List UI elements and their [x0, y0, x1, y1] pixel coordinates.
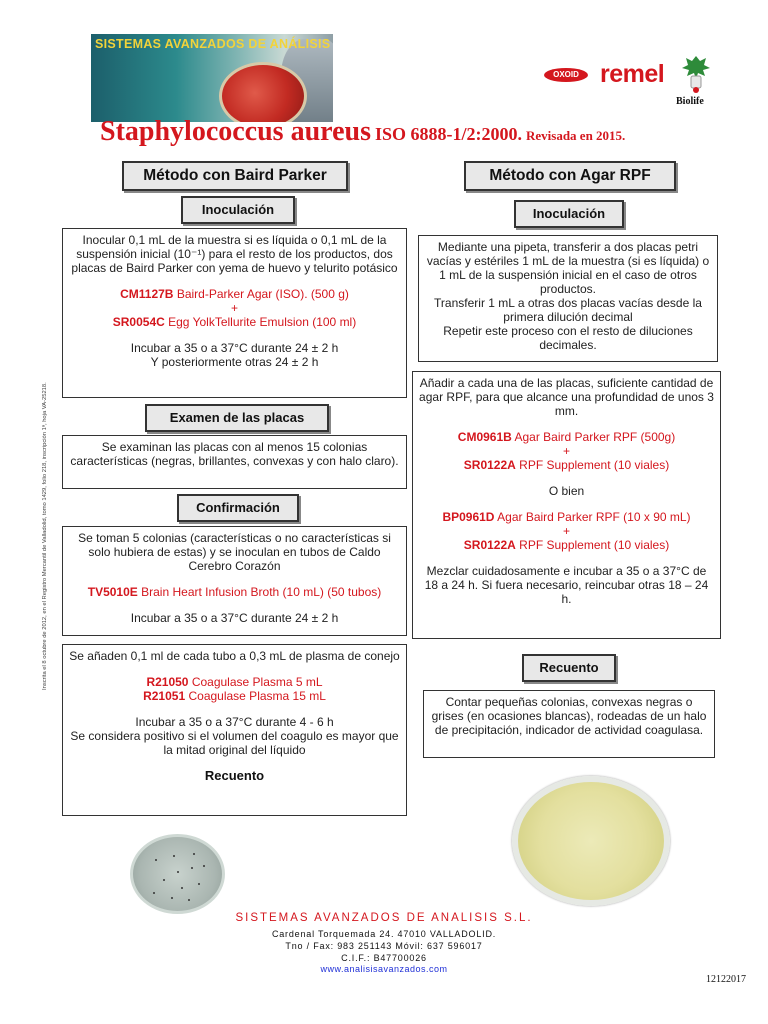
document-code: 12122017 — [706, 974, 746, 985]
banner-title: SISTEMAS AVANZADOS DE ANÁLISIS — [95, 37, 331, 51]
petri-dish-graphic — [219, 62, 307, 122]
footer-website-link[interactable]: www.analisisavanzados.com — [320, 964, 448, 974]
examen-text: Se examinan las placas con al menos 15 colonias características (negras, brillantes, convexas y con halo claro). — [70, 440, 399, 468]
footer-company: SISTEMAS AVANZADOS DE ANALISIS S.L. — [235, 912, 533, 924]
coagulase-box — [62, 644, 407, 816]
footer-address: Cardenal Torquemada 24. 47010 VALLADOLID. — [271, 929, 497, 939]
plasma-text: Se añaden 0,1 ml de cada tubo a 0,3 mL de plasma de conejo — [69, 649, 400, 663]
biolife-label: Biolife — [676, 96, 704, 107]
oxoid-logo: OXOID — [544, 68, 588, 82]
tv5010e-line: TV5010E Brain Heart Infusion Broth (10 mL) (50 tubos) — [87, 585, 382, 599]
left-incubation-2: Y posteriormente otras 24 ± 2 h — [150, 355, 319, 369]
left-inoculation-box — [62, 228, 407, 398]
right-inoc-text-2: Transferir 1 mL a otras dos placas vacías desde la primera dilución decimal — [434, 296, 702, 324]
sr0122a-line-2: SR0122A RPF Supplement (10 viales) — [463, 538, 670, 552]
right-plus-1: + — [562, 444, 570, 458]
examen-placas-label: Examen de las placas — [145, 404, 329, 432]
right-inoculacion-label: Inoculación — [514, 200, 624, 228]
left-plus-1: + — [230, 301, 238, 315]
plasma-incubation: Incubar a 35 o a 37°C durante 4 - 6 h — [135, 715, 334, 729]
agar-text: Añadir a cada una de las placas, suficiente cantidad de agar RPF, para que alcance una profundidad de unos 3 mm. — [419, 376, 714, 418]
title-revision: Revisada en 2015. — [525, 128, 626, 143]
r21051-line: R21051 Coagulase Plasma 15 mL — [143, 689, 326, 703]
left-recuento-label: Recuento — [204, 768, 265, 783]
right-inoculation-box — [418, 235, 718, 362]
title-iso: ISO 6888-1/2:2000. — [374, 124, 522, 144]
footer-phone: Tno / Fax: 983 251143 Móvil: 637 596017 — [285, 941, 483, 951]
baird-parker-plate-photo — [130, 834, 225, 914]
confirmacion-label: Confirmación — [177, 494, 299, 522]
bp0961d-line: BP0961D Agar Baird Parker RPF (10 x 90 mL) — [442, 510, 691, 524]
recuento-text: Contar pequeñas colonias, convexas negras o grises (en ocasiones blancas), rodeadas de un halo de precipitación, indicador de actividad coagulasa. — [431, 695, 707, 737]
r21050-line: R21050 Coagulase Plasma 5 mL — [146, 675, 323, 689]
recuento-box — [423, 690, 715, 758]
remel-logo: remel — [600, 60, 665, 88]
right-plus-2: + — [562, 524, 570, 538]
biolife-logo-icon — [676, 52, 716, 94]
method-baird-parker-header: Método con Baird Parker — [122, 161, 348, 191]
examen-box — [62, 435, 407, 489]
sr0054c-line: SR0054C Egg YolkTellurite Emulsion (100 ml) — [112, 315, 357, 329]
sr0122a-line-1: SR0122A RPF Supplement (10 viales) — [463, 458, 670, 472]
confirm-incubation: Incubar a 35 o a 37°C durante 24 ± 2 h — [130, 611, 339, 625]
right-inoc-text-1: Mediante una pipeta, transferir a dos placas petri vacías y estériles 1 mL de la muestra (si es líquida) o 1 mL de la suspensión inicial en el caso de otros productos. — [426, 240, 710, 296]
footer-cif: C.I.F.: B47700026 — [341, 953, 427, 963]
confirm-text: Se toman 5 colonias (características o no características si solo hubiera de estas) y se inoculan en tubos de Caldo Cerebro Corazón — [78, 531, 391, 573]
confirmacion-box — [62, 526, 407, 636]
right-inoc-text-3: Repetir este proceso con el resto de diluciones decimales. — [443, 324, 693, 352]
agar-rpf-plate-photo — [512, 776, 670, 906]
cm1127b-line: CM1127B Baird-Parker Agar (ISO). (500 g) — [120, 287, 349, 301]
right-recuento-label: Recuento — [522, 654, 616, 682]
left-incubation-1: Incubar a 35 o a 37°C durante 24 ± 2 h — [130, 341, 339, 355]
plasma-positive-text: Se considera positivo si el volumen del coagulo es mayor que la mitad original del líquido — [70, 729, 399, 757]
mix-incubate-text: Mezclar cuidadosamente e incubar a 35 o a 37°C de 18 a 24 h. Si fuera necesario, reincubar otras 18 – 24 h. — [424, 564, 709, 606]
left-inoc-text: Inocular 0,1 mL de la muestra si es líquida o 0,1 mL de la suspensión inicial (10⁻¹) para el resto de los productos, dos placas de Baird Parker con yema de huevo y telurito potásico — [71, 233, 398, 275]
registry-note: Inscrita el 8 octubre de 2012, en el Registro Mercantil de Valladolid, tomo 1429, folio 218, inscripción 1ª, hoja VA-25218. — [42, 382, 48, 690]
o-bien-text: O bien — [548, 484, 585, 498]
cm0961b-line: CM0961B Agar Baird Parker RPF (500g) — [457, 430, 676, 444]
left-inoculacion-label: Inoculación — [181, 196, 295, 224]
title-species: Staphylococcus aureus — [100, 116, 371, 147]
header-banner-image — [91, 34, 333, 122]
document-title — [100, 116, 625, 148]
agar-rpf-box — [412, 371, 721, 639]
method-agar-rpf-header: Método con Agar RPF — [464, 161, 676, 191]
